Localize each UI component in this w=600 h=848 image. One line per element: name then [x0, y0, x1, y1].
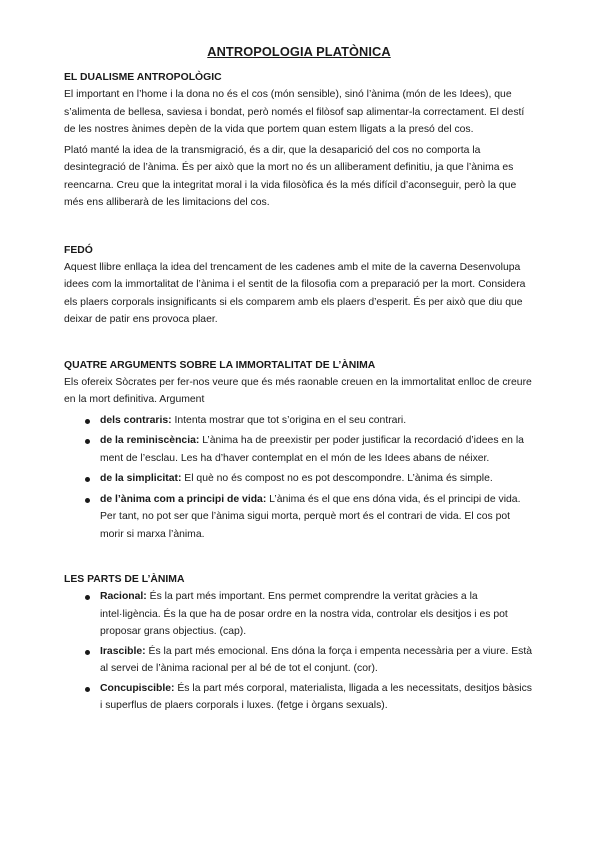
bullet-icon: [85, 650, 90, 655]
list-item: [64, 491, 534, 544]
page-title: ANTROPOLOGIA PLATÒNICA: [207, 44, 391, 59]
list-item-term: de la reminiscència:: [100, 435, 200, 446]
section-heading-dualisme: EL DUALISME ANTROPOLÒGIC: [64, 72, 222, 83]
paragraph-dualisme-2: Plató manté la idea de la transmigració, és a dir, que la desaparició del cos no comporta la desintegració de l’ànima. És per això que la mort no és un alliberament definitiu, ja que l’ànima es reencarna. Creu que la integritat moral i la vida filosòfica és la més difícil d’aconseguir, però la que més ens alliberarà de les limitacions del cos.: [64, 144, 517, 208]
bullet-icon: [85, 687, 90, 692]
list-item: [64, 412, 534, 430]
list-item-term: Concupiscible:: [100, 682, 175, 694]
bullet-icon: [85, 498, 90, 503]
section-heading-fedo: FEDÓ: [64, 244, 93, 256]
list-item-term: Irascible:: [100, 645, 146, 657]
arguments-list: [64, 412, 534, 544]
list-item: [64, 680, 534, 715]
list-item-text: El què no és compost no es pot descompondre. L’ànima és simple.: [181, 473, 493, 484]
list-item-text: És la part més emocional. Ens dóna la força i empenta necessària per a viure. Està al servei de l’ànima racional per al bé de tot el conjunt. (cor).: [100, 645, 533, 674]
parts-list: [64, 588, 534, 715]
list-item: [64, 470, 534, 488]
list-item: [64, 588, 534, 641]
list-item-term: de la simplicitat:: [100, 473, 182, 484]
list-item-term: dels contraris:: [100, 414, 172, 426]
spacer: [64, 332, 534, 358]
list-item-text: L’ànima és el que ens dóna vida, és el principi de vida. Per tant, no pot ser que l’ànima sigui morta, perquè mort és el contrari de vida. El cos pot morir si marxa l’ànima.: [100, 493, 521, 540]
spacer: [64, 215, 534, 243]
list-item-text: L’ànima ha de preexistir per poder justificar la recordació d’idees en la ment de l’esclau. Les ha d’haver contemplat en el món de les Idees abans de néixer.: [100, 435, 524, 464]
bullet-icon: [85, 439, 90, 444]
list-item-term: de l’ànima com a principi de vida:: [100, 493, 267, 505]
list-item: [64, 432, 534, 467]
list-item: [64, 643, 534, 678]
list-item-text: És la part més corporal, materialista, lligada a les necessitats, desitjos bàsics i superflus de plaers corporals i luxes. (fetge i òrgans sexuals).: [100, 682, 532, 711]
bullet-icon: [85, 419, 90, 424]
bullet-icon: [85, 595, 90, 600]
paragraph-arguments-intro: Els ofereix Sòcrates per fer-nos veure que és més raonable creuen en la immortalitat enlloc de creure en la mort definitiva. Argument: [64, 376, 532, 405]
list-item-term: Racional:: [100, 591, 147, 602]
section-heading-arguments: QUATRE ARGUMENTS SOBRE LA IMMORTALITAT DE L’ÀNIMA: [64, 359, 376, 371]
section-heading-parts: LES PARTS DE L’ÀNIMA: [64, 574, 185, 585]
list-item-text: Intenta mostrar que tot s’origina en el seu contrari.: [171, 414, 407, 426]
bullet-icon: [85, 477, 90, 482]
list-item-text: És la part més important. Ens permet comprendre la veritat gràcies a la intel·ligència. És la que ha de posar ordre en la nostra vida, controlar els desitjos i es pot proposar grans objectius. (cap).: [100, 591, 508, 637]
spacer: [64, 546, 534, 572]
paragraph-fedo: Aquest llibre enllaça la idea del trencament de les cadenes amb el mite de la caverna Desenvolupa idees com la immortalitat de l’ànima i el sentit de la filosofia com a preparació per la mort. Considera els plaers corporals insignificants si els comparem amb els plaers d’esperit. És per això que diu que deixar de patir ens provoca plaer.: [64, 261, 526, 325]
paragraph-dualisme-1: El important en l’home i la dona no és el cos (món sensible), sinó l’ànima (món de les Idees), que s’alimenta de bellesa, saviesa i bondat, però només el filòsof sap alimentar-la correctament. El destí de les nostres ànimes depèn de la vida que portem quan estem lligats a la presó del cos.: [64, 89, 525, 135]
